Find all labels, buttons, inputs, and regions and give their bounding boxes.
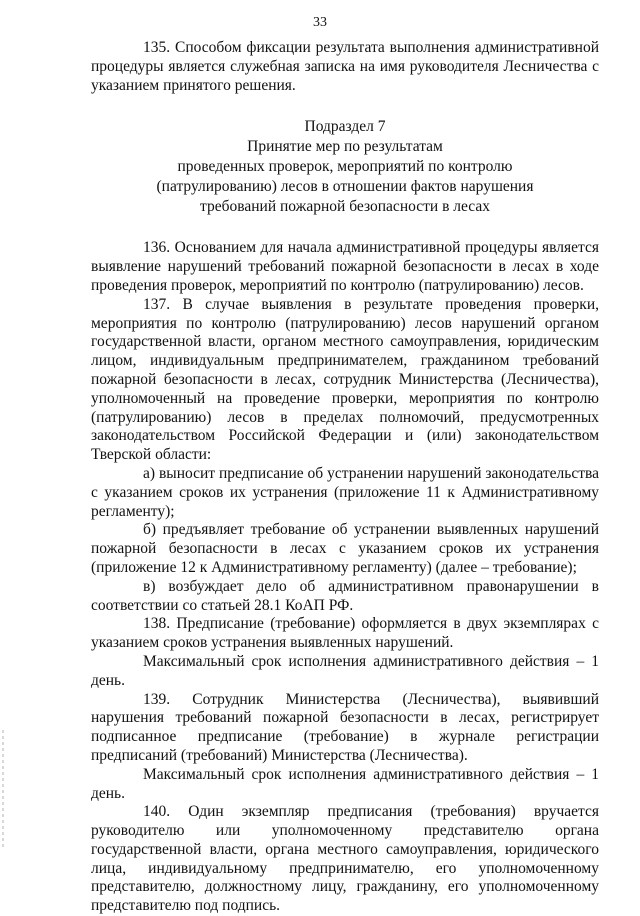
heading-line-2: Принятие мер по результатам <box>247 138 443 156</box>
paragraph-139: 139. Сотрудник Министерства (Лесничества), выявивший нарушения требований пожарной безопасности в лесах, регистрирует подписанное предписание (требование) в журнале регистрации предписаний (требований) Министерства (Лесничества). <box>91 690 599 764</box>
heading-line-5: требований пожарной безопасности в лесах <box>200 198 490 216</box>
document-body <box>91 39 599 916</box>
paragraph-136: 136. Основанием для начала административной процедуры является выявление нарушений требований пожарной безопасности в лесах в ходе проведения проверок, мероприятий по контролю (патрулированию) лесов. <box>91 239 599 294</box>
scan-edge-mark <box>2 730 4 850</box>
paragraph-137-a: а) выносит предписание об устранении нарушений законодательства с указанием сроков их устранения (приложение 11 к Административному регламенту); <box>91 464 599 520</box>
page-number: 33 <box>313 15 327 30</box>
paragraph-138-term: Максимальный срок исполнения административного действия – 1 день. <box>91 652 599 689</box>
paragraph-138: 138. Предписание (требование) оформляется в двух экземплярах с указанием сроков устранения выявленных нарушений. <box>91 615 599 652</box>
paragraph-137: 137. В случае выявления в результате проведения проверки, мероприятия по контролю (патрулированию) лесов нарушений органом государственной власти, органом местного самоуправления, юридическим лицом, индивидуальным предпринимателем, гражданином требований пожарной безопасности в лесах, сотрудник Министерства (Лесничества), уполномоченный на проведение проверки, мероприятия по контролю (патрулированию) лесов в пределах полномочий, предусмотренных законодательством Российской Федерации и (или) законодательством Тверской области: <box>91 295 599 464</box>
paragraph-135: 135. Способом фиксации результата выполнения административной процедуры является служебная записка на имя руководителя Лесничества с указанием принятого решения. <box>91 39 599 94</box>
subsection-heading <box>91 117 599 217</box>
heading-line-4: (патрулированию) лесов в отношении фактов нарушения <box>156 178 534 196</box>
paragraph-140: 140. Один экземпляр предписания (требования) вручается руководителю или уполномоченному представителю органа государственной власти, органа местного самоуправления, юридического лица, индивидуальному предпринимателю, его уполномоченному представителю, должностному лицу, гражданину, его уполномоченному представителю под подпись. <box>91 803 599 915</box>
paragraph-137-b: б) предъявляет требование об устранении выявленных нарушений пожарной безопасности в лесах с указанием сроков их устранения (приложение 12 к Административному регламенту) (далее – требование); <box>91 521 599 576</box>
paragraph-139-term: Максимальный срок исполнения административного действия – 1 день. <box>91 765 599 802</box>
heading-line-3: проведенных проверок, мероприятий по контролю <box>177 158 513 176</box>
heading-line-1: Подраздел 7 <box>304 118 386 136</box>
paragraph-137-c: в) возбуждает дело об административном правонарушении в соответствии со статьей 28.1 КоАП РФ. <box>91 577 599 614</box>
